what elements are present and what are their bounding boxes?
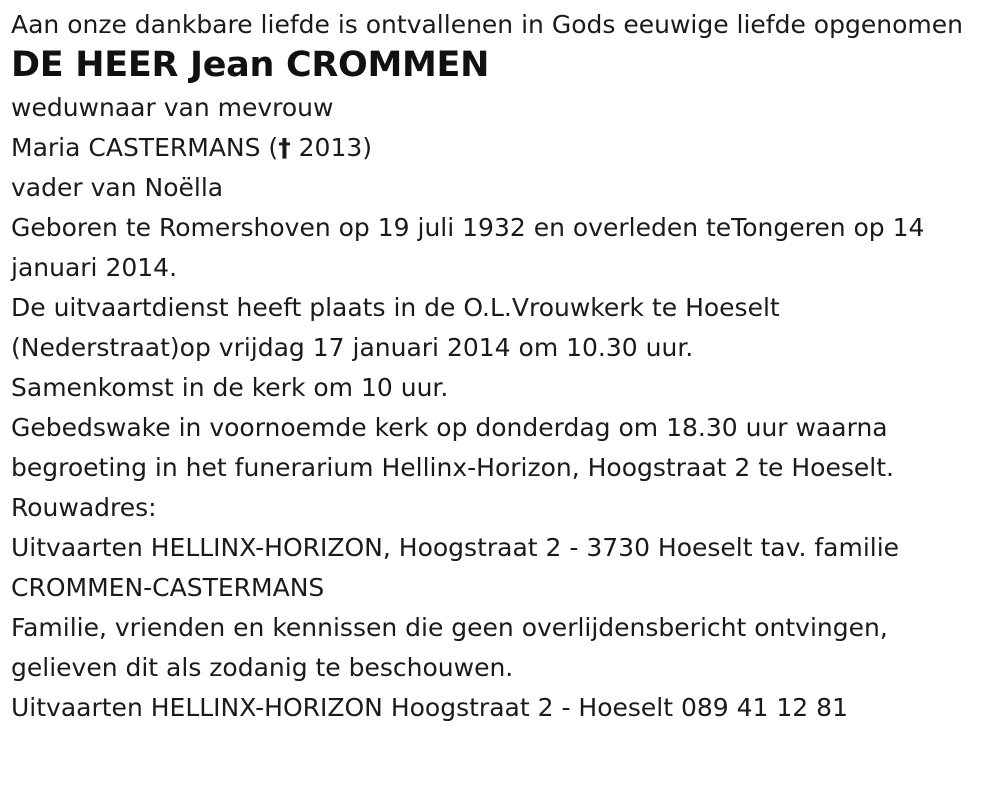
birth-death-line-2: januari 2014. <box>11 253 178 282</box>
service-line-1: De uitvaartdienst heeft plaats in de O.L.Vrouwkerk te Hoeselt <box>11 293 780 322</box>
spouse-name: Maria CASTERMANS ( <box>11 133 279 162</box>
closing-line-1: Familie, vrienden en kennissen die geen overlijdensbericht ontvingen, <box>11 613 888 642</box>
mourning-address-label: Rouwadres: <box>11 493 157 522</box>
wake-line-1: Gebedswake in voornoemde kerk op donderdag om 18.30 uur waarna <box>11 413 888 442</box>
wake-line-2: begroeting in het funerarium Hellinx-Horizon, Hoogstraat 2 te Hoeselt. <box>11 453 894 482</box>
birth-death-line-1: Geboren te Romershoven op 19 juli 1932 en overleden teTongeren op 14 <box>11 213 925 242</box>
widower-line: weduwnaar van mevrouw <box>11 93 334 122</box>
gathering-line: Samenkomst in de kerk om 10 uur. <box>11 373 449 402</box>
spouse-line <box>11 128 986 168</box>
funeral-home-contact: Uitvaarten HELLINX-HORIZON Hoogstraat 2 - Hoeselt 089 41 12 81 <box>11 693 848 722</box>
service-line-2: (Nederstraat)op vrijdag 17 januari 2014 om 10.30 uur. <box>11 333 694 362</box>
intro-text: Aan onze dankbare liefde is ontvallenen in Gods eeuwige liefde opgenomen <box>11 10 963 39</box>
deceased-name: DE HEER Jean CROMMEN <box>11 45 490 85</box>
father-line: vader van Noëlla <box>11 173 224 202</box>
cross-icon: † <box>278 133 291 162</box>
spouse-death-year: 2013) <box>290 133 373 162</box>
mourning-address-line-2: CROMMEN-CASTERMANS <box>11 573 325 602</box>
mourning-address-line-1: Uitvaarten HELLINX-HORIZON, Hoogstraat 2 - 3730 Hoeselt tav. familie <box>11 533 900 562</box>
obituary-notice <box>11 5 986 728</box>
closing-line-2: gelieven dit als zodanig te beschouwen. <box>11 653 514 682</box>
